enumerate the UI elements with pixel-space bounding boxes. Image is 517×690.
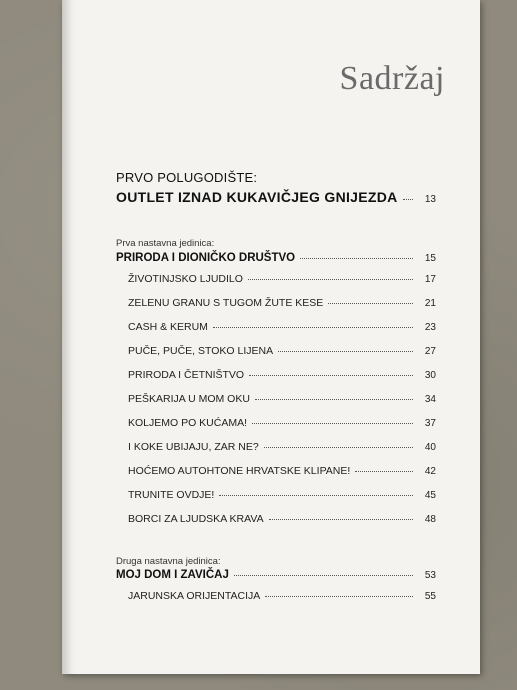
page-gutter: [62, 0, 76, 674]
dot-leader: [252, 423, 413, 424]
chapter-entry[interactable]: [128, 321, 436, 333]
chapter-entry[interactable]: [128, 393, 436, 405]
chapter-title: TRUNITE OVDJE!: [128, 489, 215, 501]
chapter-entry[interactable]: [128, 345, 436, 357]
dot-leader: [234, 575, 413, 576]
chapter-title: PUČE, PUČE, STOKO LIJENA: [128, 345, 274, 357]
dot-leader: [278, 351, 413, 352]
chapter-title: JARUNSKA ORIJENTACIJA: [128, 590, 261, 602]
book-page: [62, 0, 480, 674]
chapter-title: PRIRODA I ČETNIŠTVO: [128, 369, 245, 381]
chapter-title: BORCI ZA LJUDSKA KRAVA: [128, 513, 264, 525]
unit-label: Prva nastavna jedinica:: [116, 238, 215, 249]
chapter-entry[interactable]: [128, 273, 436, 285]
dot-leader: [248, 279, 413, 280]
chapter-entry[interactable]: [128, 489, 436, 501]
page-number: 55: [424, 591, 436, 602]
page-number: 42: [424, 466, 436, 477]
dot-leader: [355, 471, 413, 472]
page-number: 48: [424, 514, 436, 525]
unit-entry[interactable]: [116, 252, 436, 264]
part-title: OUTLET IZNAD KUKAVIČJEG GNIJEZDA: [116, 189, 398, 205]
unit-title: MOJ DOM I ZAVIČAJ: [116, 569, 229, 581]
page-number: 21: [424, 298, 436, 309]
chapter-entry[interactable]: [128, 465, 436, 477]
chapter-entry[interactable]: [128, 441, 436, 453]
chapter-title: CASH & KERUM: [128, 321, 208, 333]
page-number: 53: [424, 570, 436, 581]
page-number: 17: [424, 274, 436, 285]
chapter-title: HOĆEMO AUTOHTONE HRVATSKE KLIPANE!: [128, 465, 351, 477]
page-number: 45: [424, 490, 436, 501]
dot-leader: [403, 199, 413, 200]
chapter-title: PEŠKARIJA U MOM OKU: [128, 393, 250, 405]
chapter-entry[interactable]: [128, 590, 436, 602]
chapter-entry[interactable]: [128, 417, 436, 429]
page-number: 27: [424, 346, 436, 357]
dot-leader: [265, 596, 413, 597]
chapter-entry[interactable]: [128, 369, 436, 381]
part-label: PRVO POLUGODIŠTE:: [116, 170, 258, 185]
chapter-title: ZELENU GRANU S TUGOM ŽUTE KESE: [128, 297, 324, 309]
page-number: 23: [424, 322, 436, 333]
part-entry[interactable]: [116, 189, 436, 205]
chapter-entry[interactable]: [128, 513, 436, 525]
page-number: 13: [424, 194, 436, 205]
dot-leader: [213, 327, 413, 328]
chapter-title: ŽIVOTINJSKO LJUDILO: [128, 273, 243, 285]
toc-title: Sadržaj: [339, 60, 445, 97]
unit-entry[interactable]: [116, 569, 436, 581]
unit-title: PRIRODA I DIONIČKO DRUŠTVO: [116, 252, 296, 264]
dot-leader: [219, 495, 413, 496]
chapter-title: KOLJEMO PO KUĆAMA!: [128, 417, 248, 429]
dot-leader: [300, 258, 413, 259]
dot-leader: [255, 399, 413, 400]
dot-leader: [264, 447, 413, 448]
page-number: 34: [424, 394, 436, 405]
dot-leader: [269, 519, 413, 520]
unit-label: Druga nastavna jedinica:: [116, 556, 221, 567]
dot-leader: [249, 375, 413, 376]
page-number: 37: [424, 418, 436, 429]
page-number: 15: [424, 253, 436, 264]
page-number: 40: [424, 442, 436, 453]
dot-leader: [328, 303, 413, 304]
chapter-entry[interactable]: [128, 297, 436, 309]
page-number: 30: [424, 370, 436, 381]
chapter-title: I KOKE UBIJAJU, ZAR NE?: [128, 441, 259, 453]
